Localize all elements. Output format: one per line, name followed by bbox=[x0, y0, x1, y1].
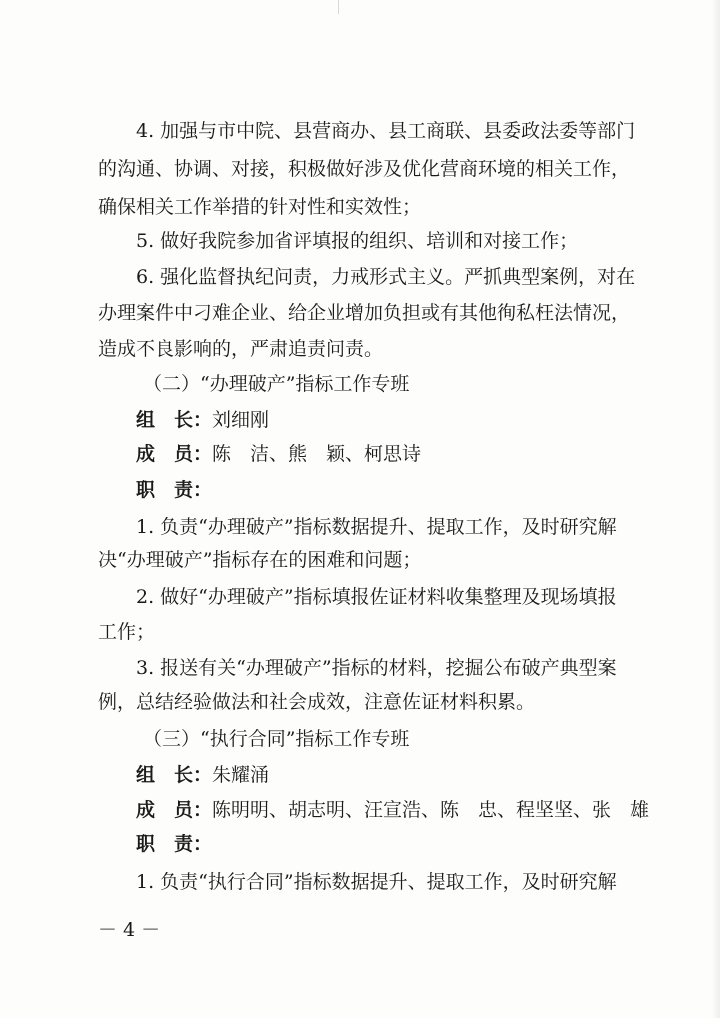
page-number: － 4 － bbox=[98, 919, 161, 941]
contracts-members-row bbox=[136, 798, 649, 822]
bankruptcy-duty-line-5: 3. 报送有关“办理破产”指标的材料，挖掘公布破产典型案 bbox=[136, 657, 617, 679]
members-list: 陈 洁、熊 颖、柯思诗 bbox=[212, 443, 422, 465]
leader-label: 组 长： bbox=[136, 409, 213, 431]
bankruptcy-duty-line-4: 工作； bbox=[98, 621, 156, 643]
members-label: 成 员： bbox=[136, 443, 213, 465]
body-line-4: 5. 做好我院参加省评填报的组织、培训和对接工作； bbox=[136, 230, 579, 252]
body-line-2: 的沟通、协调、对接，积极做好涉及优化营商环境的相关工作， bbox=[98, 158, 631, 180]
members-label: 成 员： bbox=[136, 799, 213, 821]
body-line-7: 造成不良影响的，严肃追责问责。 bbox=[98, 338, 384, 360]
bankruptcy-duties-label bbox=[136, 478, 212, 502]
leader-name: 朱耀涌 bbox=[212, 764, 270, 786]
body-line-6: 办理案件中刁难企业、给企业增加负担或有其他徇私枉法情况， bbox=[98, 302, 631, 324]
body-line-5: 6. 强化监督执纪问责，力戒形式主义。严抓典型案例，对在 bbox=[136, 266, 636, 288]
scan-shadow bbox=[712, 0, 720, 1018]
bankruptcy-duty-line-3: 2. 做好“办理破产”指标填报佐证材料收集整理及现场填报 bbox=[136, 586, 617, 608]
bankruptcy-duty-line-2: 决“办理破产”指标存在的困难和问题； bbox=[98, 549, 422, 571]
scan-edge-mark bbox=[338, 0, 359, 14]
duties-label: 职 责： bbox=[136, 479, 213, 501]
bankruptcy-duty-line-1: 1. 负责“办理破产”指标数据提升、提取工作，及时研究解 bbox=[136, 516, 617, 538]
duties-label: 职 责： bbox=[136, 833, 213, 855]
bankruptcy-leader-row bbox=[136, 408, 269, 432]
contracts-duty-line-1: 1. 负责“执行合同”指标数据提升、提取工作，及时研究解 bbox=[136, 871, 617, 893]
section-heading-contracts: （三）“执行合同”指标工作专班 bbox=[143, 728, 410, 750]
leader-label: 组 长： bbox=[136, 764, 213, 786]
contracts-leader-row bbox=[136, 763, 269, 787]
section-heading-bankruptcy: （二）“办理破产”指标工作专班 bbox=[143, 373, 410, 395]
body-line-3: 确保相关工作举措的针对性和实效性； bbox=[98, 196, 422, 218]
bankruptcy-members-row bbox=[136, 442, 421, 466]
bankruptcy-duty-line-6: 例，总结经验做法和社会成效，注意佐证材料积累。 bbox=[98, 691, 536, 713]
body-line-1: 4. 加强与市中院、县营商办、县工商联、县委政法委等部门 bbox=[136, 120, 636, 142]
contracts-duties-label bbox=[136, 832, 212, 856]
leader-name: 刘细刚 bbox=[212, 409, 270, 431]
members-list: 陈明明、胡志明、汪宣浩、陈 忠、程坚坚、张 雄 bbox=[212, 799, 650, 821]
